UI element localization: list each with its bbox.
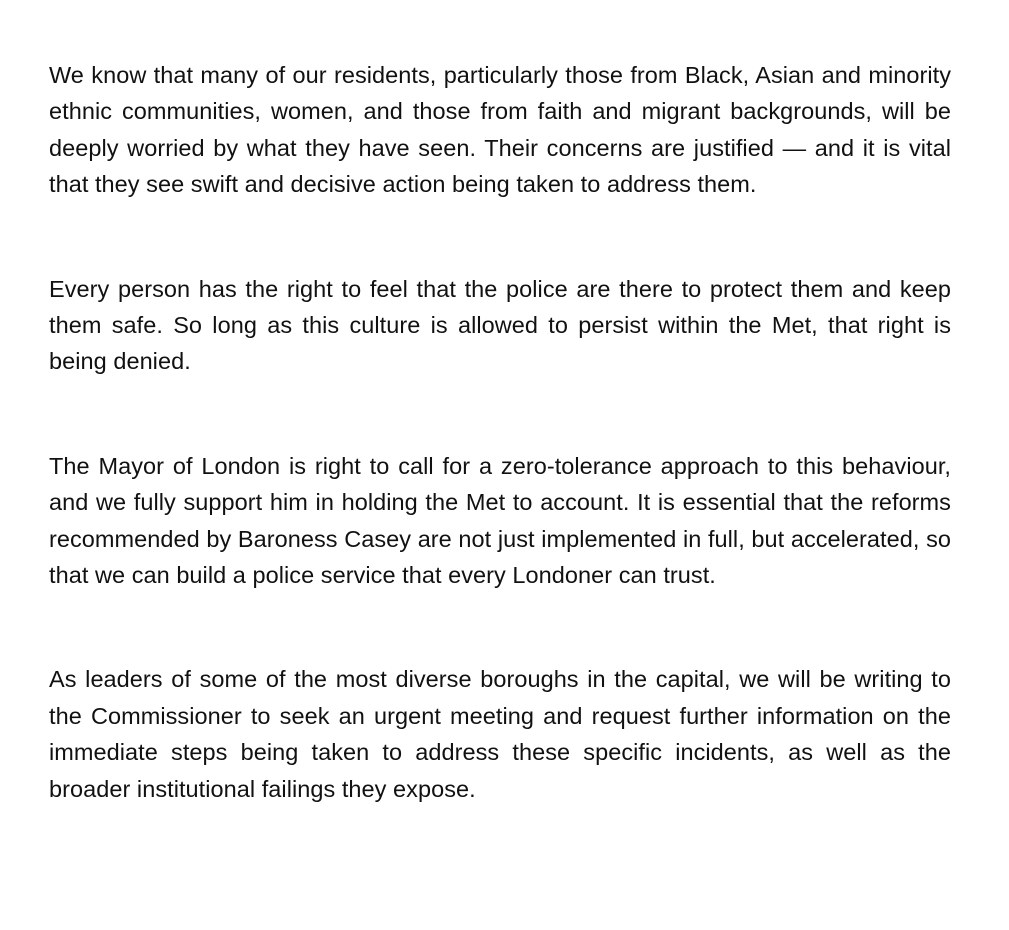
paragraph-residents-concerns: We know that many of our residents, particularly those from Black, Asian and minority ethnic communities, women, and those from faith and migrant backgrounds, will be deeply worried by what they have seen. Their concerns are justified — and it is vital that they see swift and decisive action being taken to address them. <box>49 62 951 198</box>
paragraph-mayor-support: The Mayor of London is right to call for a zero-tolerance approach to this behaviour, and we fully support him in holding the Met to account. It is essential that the reforms recommended by Baroness Casey are not just implemented in full, but accelerated, so that we can build a police service that every Londoner can trust. <box>49 452 951 589</box>
statement-document <box>49 57 951 807</box>
paragraph-commissioner-letter: As leaders of some of the most diverse boroughs in the capital, we will be writing to the Commissioner to seek an urgent meeting and request further information on the immediate steps being taken to address these specific incidents, as well as the broader institutional failings they expose. <box>49 666 951 802</box>
paragraph-right-to-safety: Every person has the right to feel that the police are there to protect them and keep them safe. So long as this culture is allowed to persist within the Met, that right is being denied. <box>49 275 951 375</box>
